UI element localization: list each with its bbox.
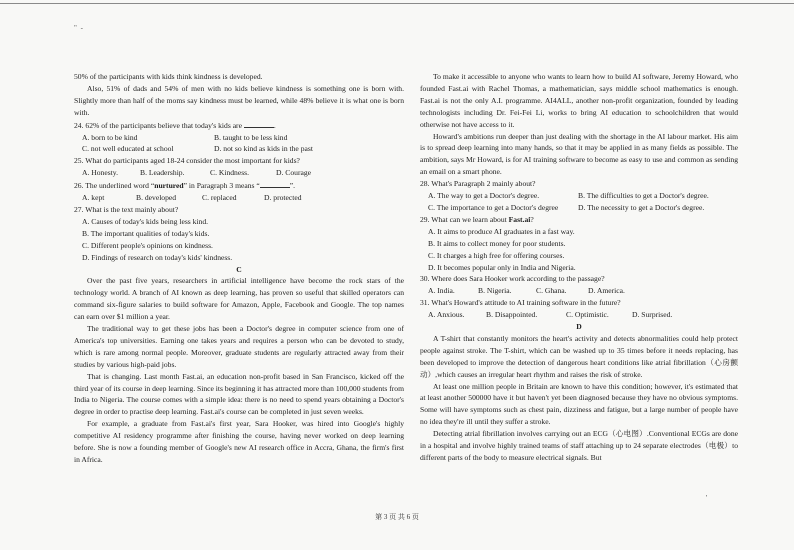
q31-option-d: D. Surprised. [632,310,673,320]
continued-line: 50% of the participants with kids think kindness is developed. [74,72,263,81]
q28-options-row2 [428,202,738,214]
q29-option-a: A. It aims to produce AI graduates in a fast way. [428,226,575,236]
right-column [420,71,738,464]
passage-d-paragraph-3: Detecting atrial fibrillation involves carrying out an ECG（心电图）.Conventional ECGs are done in a hospital and involve highly trained teams of staff attaching up to 24 separate electrodes（电极）to different parts of the body to measure electrical signals. But [420,429,738,462]
q26-word: nurtured [154,181,184,191]
q24-options-row2 [82,143,404,155]
q30-options [428,285,738,297]
q30-option-a: A. India. [428,286,455,296]
q26-stem-start: 26. The underlined word “ [74,181,155,191]
corner-mark: " - [74,24,84,32]
q31-option-c: C. Optimistic. [566,310,609,320]
q25-option-c: C. Kindness. [210,168,250,178]
q26-blank [260,179,290,188]
q24-stem-end: . [273,120,276,130]
q24-option-d: D. not so kind as kids in the past [214,144,313,154]
question-30: 30. Where does Sara Hooker work according to the passage? [420,274,605,284]
q30-option-b: B. Nigeria. [478,286,512,296]
q26-stem-mid: ” in Paragraph 3 means “ [183,181,260,191]
q25-option-d: D. Courage [276,168,312,178]
q28-option-b: B. The difficulties to get a Doctor's degree. [578,191,709,201]
q24-option-b: B. taught to be less kind [214,132,288,142]
section-d-heading: D [576,322,582,332]
q31-option-b: B. Disappointed. [486,310,538,320]
q24-stem: 24. 62% of the participants believe that today's kids are [74,120,242,130]
passage-c-paragraph-1: Over the past five years, researchers in artificial intelligence have become the rock stars of the technology world. A branch of AI known as deep learning, has proven so useful that skilled operators can command six-figure salaries to build software for Amazon, Apple, Facebook and Google. The top names can earn over $1 million a year. [74,276,404,322]
q28-option-d: D. The necessity to get a Doctor's degree. [578,202,705,212]
q29-option-d: D. It becomes popular only in India and Nigeria. [428,262,576,272]
q26-option-c: C. replaced [202,193,237,203]
q28-options-row1 [428,190,738,202]
q26-stem-end: ”. [289,181,296,191]
question-24 [74,119,404,132]
q27-option-a: A. Causes of today's kids being less kind. [82,216,209,226]
top-rule [0,3,794,4]
q28-option-c: C. The importance to get a Doctor's degree [428,202,559,212]
q26-option-a: A. kept [82,193,105,203]
q24-options-row1 [82,132,404,144]
q25-options [82,167,404,179]
left-column [74,71,404,466]
q26-options [82,192,404,204]
passage-c-paragraph-5: To make it accessible to anyone who wants to learn how to build AI software, Jeremy Howard, who founded Fast.ai with Rachel Thomas, a mathematician, says middle school mathematics is enough. Fast.ai is not the only A.I. programme. AI4ALL, another non-profit organization, founded by leading technologists including Dr. Fei-Fei Li, works to bring AI education to schoolchildren that would otherwise not have access to it. [420,72,738,129]
q29-option-b: B. It aims to collect money for poor students. [428,238,566,248]
q25-option-b: B. Leadership. [140,168,185,178]
passage-d-paragraph-2: At least one million people in Britain are known to have this condition; however, it's estimated that at least another 500000 have it but haven't yet been diagnosed because they have no obvious symptoms. Some will have symptoms such as chest pain, dizziness and fatigue, but a large number of people have no idea they're ill until they suffer a stroke. [420,381,738,427]
section-c-heading: C [236,264,242,274]
q24-option-c: C. not well educated at school [82,144,174,154]
passage-d-paragraph-1: A T-shirt that constantly monitors the heart's activity and detects abnormalities could help protect people against stroke. The T-shirt, which can be washed up to 35 times before it needs replacing, has been developed to improve the detection of dangerous heart conditions like atrial fibrillation（心房颤动）,which causes an irregular heart rhythm and raises the risk of stroke. [420,333,738,379]
q26-option-b: B. developed [136,193,177,203]
question-28: 28. What's Paragraph 2 mainly about? [420,179,536,189]
passage-c-paragraph-2: The traditional way to get these jobs has been a Doctor's degree in computer science from one of America's top universities. Earning one takes years and requires a person who can be devoted to study, which is rare among normal people. Moreover, graduate students are regularly attracted away from their studies by various high-paid jobs. [74,324,404,369]
q30-option-d: D. America. [588,286,625,296]
q29-fastai: Fast.ai [508,214,531,224]
question-27: 27. What is the text mainly about? [74,204,179,214]
q31-option-a: A. Anxious. [428,310,465,320]
q28-option-a: A. The way to get a Doctor's degree. [428,191,540,201]
q30-option-c: C. Ghana. [536,286,567,296]
q25-option-a: A. Honesty. [82,168,118,178]
q27-option-b: B. The important qualities of today's kids. [82,228,210,238]
q27-option-d: D. Findings of research on today's kids' kindness. [82,252,233,262]
passage-b-paragraph: Also, 51% of dads and 54% of men with no kids believe kindness is something one is born with. Slightly more than half of the moms say kindness must be learned, while 48% believe it is what one is born with. [74,83,404,117]
passage-c-paragraph-3: That is changing. Last month Fast.ai, an education non-profit based in San Francisco, kicked off the third year of its course in deep learning. Since its beginning it has attracted more than 100,000 students from India to Nigeria. The course comes with a simple idea: there is no need to spend years obtaining a Doctor's degree in order to practise deep learning. Fast.ai's course can be completed in just seven weeks. [74,371,404,417]
q29-option-c: C. It charges a high free for offering courses. [428,250,565,260]
q26-option-d: D. protected [264,193,302,203]
question-29: 29. What can we learn about Fast.ai? [420,214,534,224]
passage-c-paragraph-6: Howard's ambitions run deeper than just dealing with the shortage in the AI labour market. His aim is to spread deep learning into many hands, so that it may be applied in as many fields as possible. The ambition, says Mr Howard, is for AI training software to become as easy to use and common as sending an email on a smart phone. [420,131,738,177]
question-25: 25. What do participants aged 18-24 consider the most important for kids? [74,156,300,166]
question-31: 31. What's Howard's attitude to AI training software in the future? [420,298,621,308]
q31-options [428,309,738,321]
stray-mark: ' [706,494,708,502]
passage-c-paragraph-4: For example, a graduate from Fast.ai's first year, Sara Hooker, was hired into Google's highly competitive AI residency programme after finishing the course, having never worked on deep learning before. She is now a founding member of Google's new AI research office in Accra, Ghana, the firm's first in Africa. [74,419,404,464]
q24-option-a: A. born to be kind [82,132,138,142]
q24-blank [244,119,274,128]
q27-option-c: C. Different people's opinions on kindness. [82,240,213,250]
question-26 [74,179,404,192]
page-footer: 第 3 页 共 6 页 [375,513,419,521]
